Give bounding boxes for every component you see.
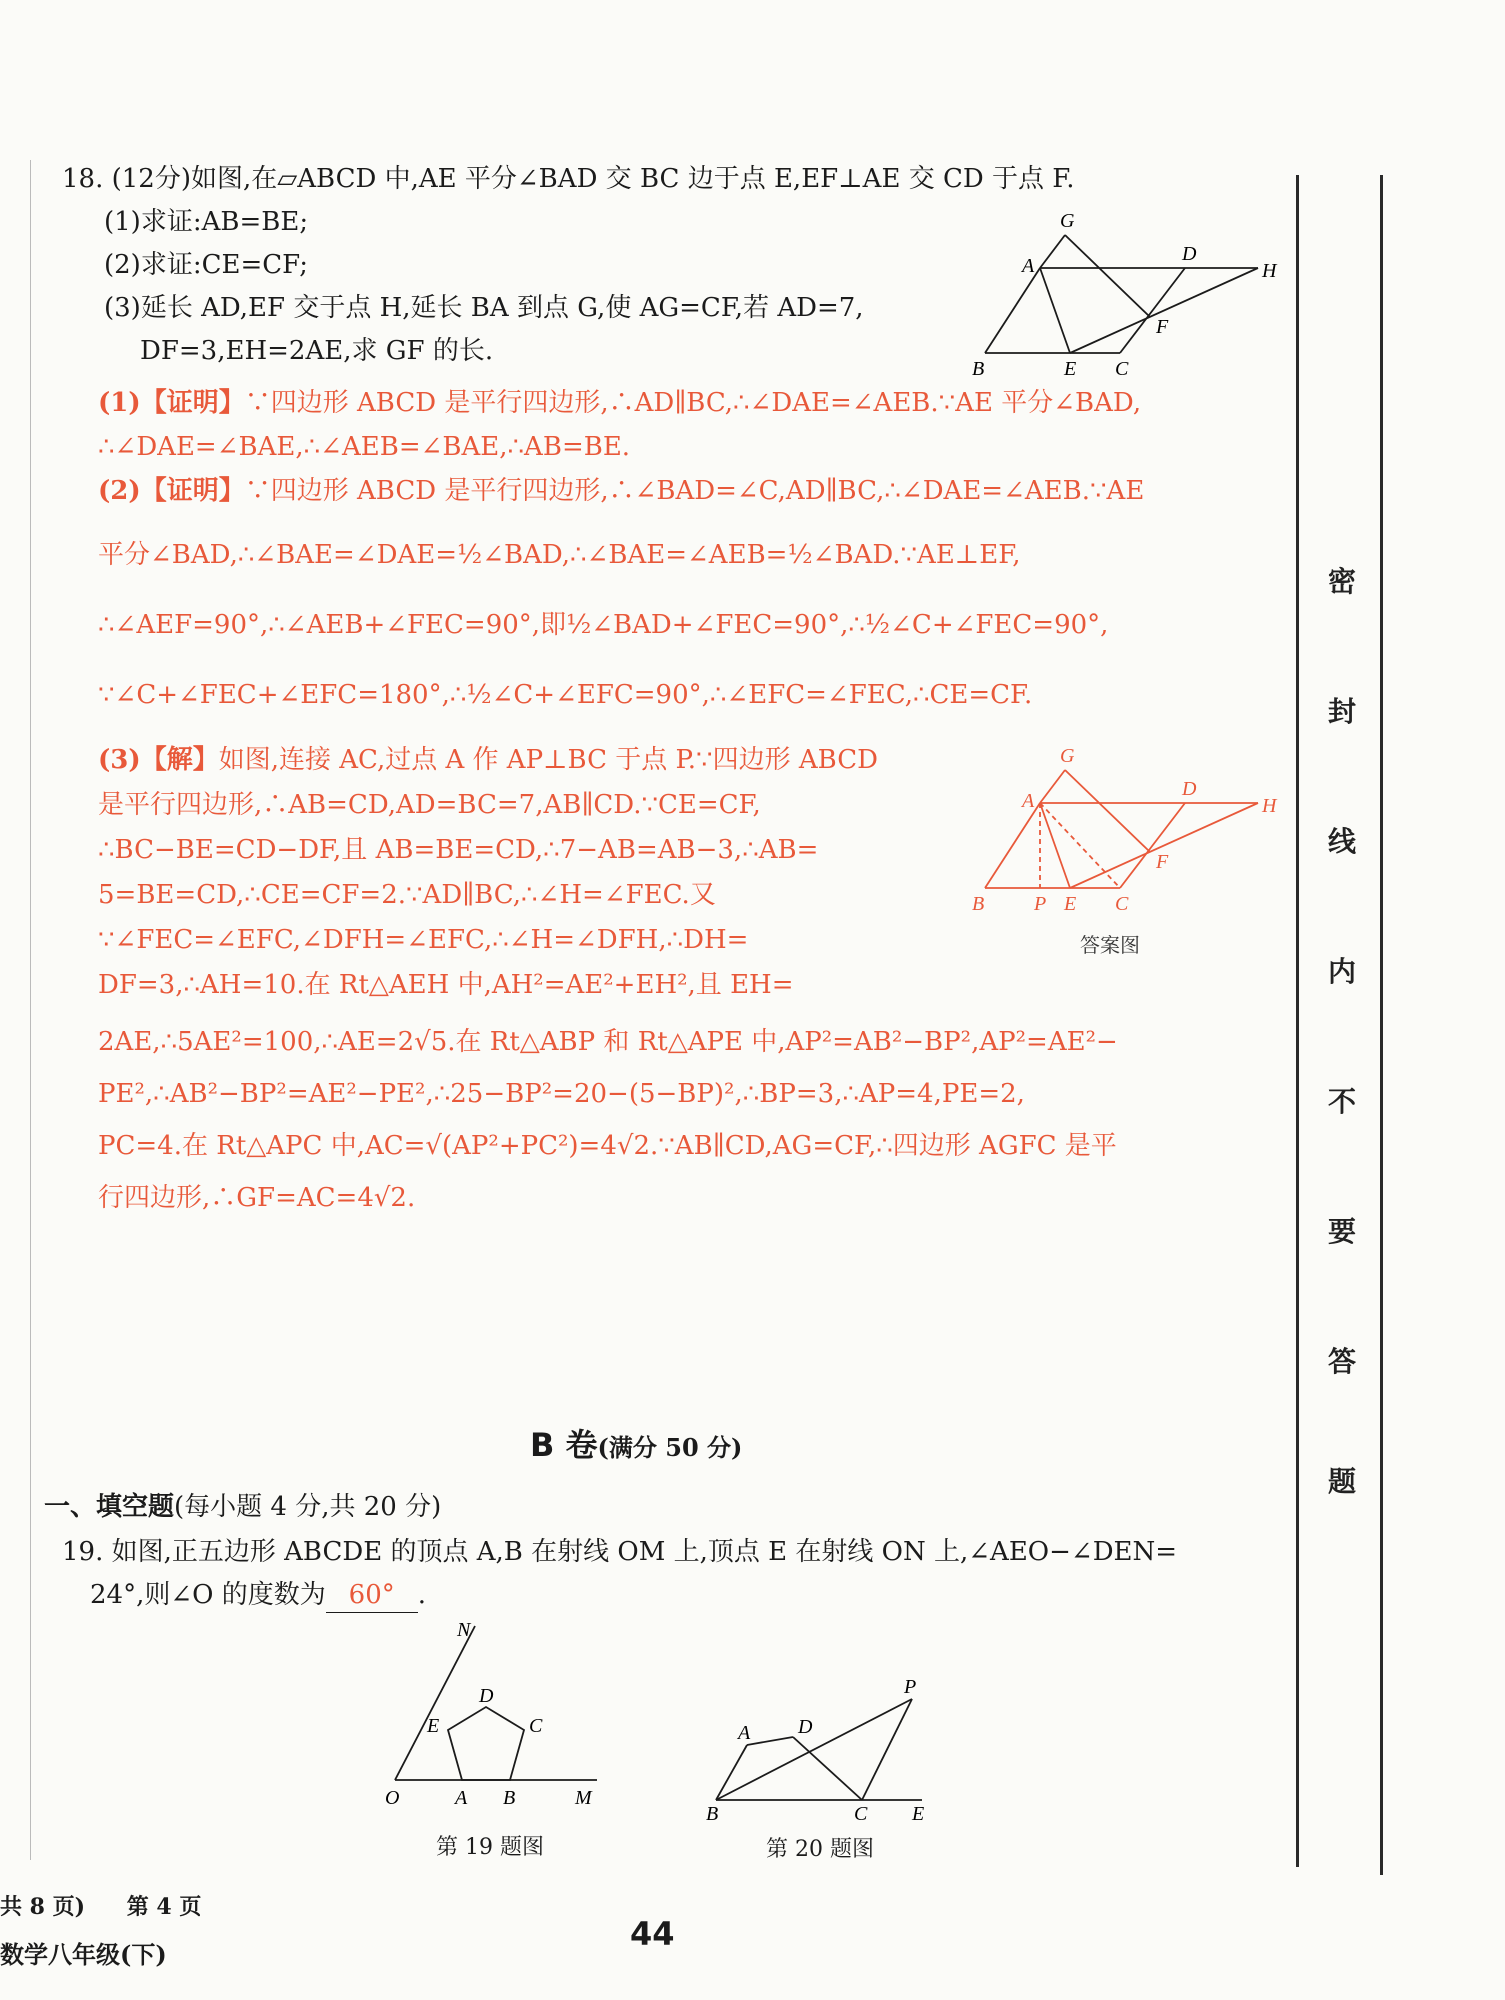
page-number: 44: [630, 1915, 675, 1953]
margin-char-7: 答: [1327, 1345, 1356, 1378]
answer-part3-line1: [98, 738, 878, 783]
answer-figure: [960, 740, 1280, 965]
margin-char-4: 内: [1327, 955, 1356, 988]
q18-stem: 18. (12分)如图,在▱ABCD 中,AE 平分∠BAD 交 BC 边于点 E,EF⊥AE 交 CD 于点 F.: [62, 164, 1075, 194]
q18-label-g: G: [1060, 210, 1075, 232]
answer-part3-text: 如图,连接 AC,过点 A 作 AP⊥BC 于点 P.∵四边形 ABCD: [218, 745, 878, 775]
answer-label-g: G: [1060, 745, 1075, 767]
q18-label-h: H: [1262, 260, 1277, 282]
q18-label-a: A: [1022, 255, 1035, 277]
section-b-title: B 卷: [530, 1426, 598, 1464]
answer-part3-line3: ∴BC−BE=CD−DF,且 AB=BE=CD,∴7−AB=AB−3,∴AB=: [98, 835, 819, 865]
q20-label-a: A: [738, 1722, 751, 1744]
q19-line2: [90, 1578, 426, 1613]
q19-answer: 60°: [326, 1578, 418, 1613]
answer-label-h: H: [1262, 795, 1277, 817]
q18-part2: (2)求证:CE=CF;: [104, 250, 309, 280]
q19-label-d: D: [479, 1685, 494, 1707]
answer-label-p: P: [1034, 893, 1047, 915]
answer-label-b: B: [972, 893, 985, 915]
q20-label-e: E: [912, 1803, 925, 1825]
part1-heading: 一、填空题: [44, 1492, 175, 1522]
answer-part3-line10: 行四边形,∴GF=AC=4√2.: [98, 1183, 416, 1213]
q19-label-o: O: [385, 1787, 400, 1809]
q18-part3b: DF=3,EH=2AE,求 GF 的长.: [140, 336, 494, 366]
margin-char-5: 不: [1327, 1085, 1356, 1118]
q19-caption: 第 19 题图: [436, 1835, 544, 1860]
q19-label-a: A: [455, 1787, 468, 1809]
margin-char-2: 封: [1327, 695, 1356, 728]
q20-label-c: C: [854, 1803, 868, 1825]
answer-part1-line1: [98, 383, 1141, 423]
section-b-subtitle: (满分 50 分): [597, 1433, 743, 1462]
footer-left-top: [0, 1890, 201, 1921]
q20-figure: [700, 1665, 950, 1825]
answer-part3-line6: DF=3,∴AH=10.在 Rt△AEH 中,AH²=AE²+EH²,且 EH=: [98, 970, 794, 1000]
q18-label-f: F: [1156, 316, 1169, 338]
q18-label-b: B: [972, 358, 985, 380]
q19-label-n: N: [457, 1619, 471, 1641]
answer-label-d: D: [1182, 778, 1197, 800]
answer-part3-line5: ∵∠FEC=∠EFC,∠DFH=∠EFC,∴∠H=∠DFH,∴DH=: [98, 925, 749, 955]
answer-label-e: E: [1064, 893, 1077, 915]
q19-figure: [375, 1619, 605, 1809]
q19-line2-end: .: [417, 1580, 426, 1610]
answer-label-f: F: [1156, 851, 1169, 873]
part1-heading-line: [44, 1490, 441, 1524]
q18-label-c: C: [1115, 358, 1129, 380]
answer-part2-line4: ∵∠C+∠FEC+∠EFC=180°,∴½∠C+∠EFC=90°,∴∠EFC=∠FEC,∴CE=CF.: [98, 680, 1033, 710]
answer-part3-line7: 2AE,∴5AE²=100,∴AE=2√5.在 Rt△ABP 和 Rt△APE 中,AP²=AB²−BP²,AP²=AE²−: [98, 1027, 1118, 1057]
footer-page-label: 第 4 页: [126, 1894, 202, 1920]
part1-note: (每小题 4 分,共 20 分): [174, 1492, 442, 1522]
q20-label-d: D: [798, 1716, 813, 1738]
answer-part3-line8: PE²,∴AB²−BP²=AE²−PE²,∴25−BP²=20−(5−BP)²,∴BP=3,∴AP=4,PE=2,: [98, 1079, 1025, 1109]
section-b-heading: [530, 1420, 742, 1466]
answer-label-a: A: [1022, 790, 1035, 812]
left-margin-rule: [30, 160, 31, 1860]
margin-char-6: 要: [1327, 1215, 1356, 1248]
margin-char-8: 题: [1327, 1465, 1356, 1498]
q20-caption: 第 20 题图: [766, 1837, 874, 1862]
q18-part3a: (3)延长 AD,EF 交于点 H,延长 BA 到点 G,使 AG=CF,若 AD=7,: [104, 293, 864, 323]
answer-part2-line1: [98, 471, 1144, 511]
margin-line-outer: [1380, 175, 1383, 1875]
answer-part1-line2: ∴∠DAE=∠BAE,∴∠AEB=∠BAE,∴AB=BE.: [98, 432, 631, 462]
answer-label-c: C: [1115, 893, 1129, 915]
answer-part3-line2: 是平行四边形,∴AB=CD,AD=BC=7,AB∥CD.∵CE=CF,: [98, 790, 761, 820]
q19-line1: 19. 如图,正五边形 ABCDE 的顶点 A,B 在射线 OM 上,顶点 E 在射线 ON 上,∠AEO−∠DEN=: [62, 1537, 1178, 1567]
q18-part1: (1)求证:AB=BE;: [104, 207, 309, 237]
answer-part1-text: ∵四边形 ABCD 是平行四边形,∴AD∥BC,∴∠DAE=∠AEB.∵AE 平分∠BAD,: [244, 388, 1142, 418]
footer-total-pages: 共 8 页): [0, 1894, 86, 1920]
q18-label-d: D: [1182, 243, 1197, 265]
q19-label-b: B: [503, 1787, 516, 1809]
footer-subject: 数学八年级(下): [0, 1940, 167, 1969]
q19-label-m: M: [575, 1787, 592, 1809]
answer-part3-line4: 5=BE=CD,∴CE=CF=2.∵AD∥BC,∴∠H=∠FEC.又: [98, 880, 716, 910]
answer-part2-line3: ∴∠AEF=90°,∴∠AEB+∠FEC=90°,即½∠BAD+∠FEC=90°,∴½∠C+∠FEC=90°,: [98, 610, 1109, 640]
q18-figure: [960, 205, 1280, 380]
q19-label-e: E: [427, 1715, 440, 1737]
margin-line-inner: [1296, 175, 1299, 1867]
margin-char-3: 线: [1327, 825, 1356, 858]
q18-label-e: E: [1064, 358, 1077, 380]
q20-label-b: B: [706, 1803, 719, 1825]
answer-part3-tag: (3)【解】: [98, 745, 219, 775]
q19-line2-text: 24°,则∠O 的度数为: [90, 1580, 326, 1610]
answer-part2-line2: 平分∠BAD,∴∠BAE=∠DAE=½∠BAD,∴∠BAE=∠AEB=½∠BAD.∵AE⊥EF,: [98, 540, 1021, 570]
answer-figure-caption: 答案图: [1080, 933, 1140, 957]
q20-label-p: P: [904, 1676, 917, 1698]
margin-char-1: 密: [1327, 565, 1356, 598]
answer-part3-line9: PC=4.在 Rt△APC 中,AC=√(AP²+PC²)=4√2.∵AB∥CD,AG=CF,∴四边形 AGFC 是平: [98, 1131, 1117, 1161]
q19-label-c: C: [529, 1715, 543, 1737]
answer-part2-text: ∵四边形 ABCD 是平行四边形,∴∠BAD=∠C,AD∥BC,∴∠DAE=∠AEB.∵AE: [244, 476, 1145, 506]
answer-part2-tag: (2)【证明】: [98, 476, 245, 506]
answer-part1-tag: (1)【证明】: [98, 388, 245, 418]
